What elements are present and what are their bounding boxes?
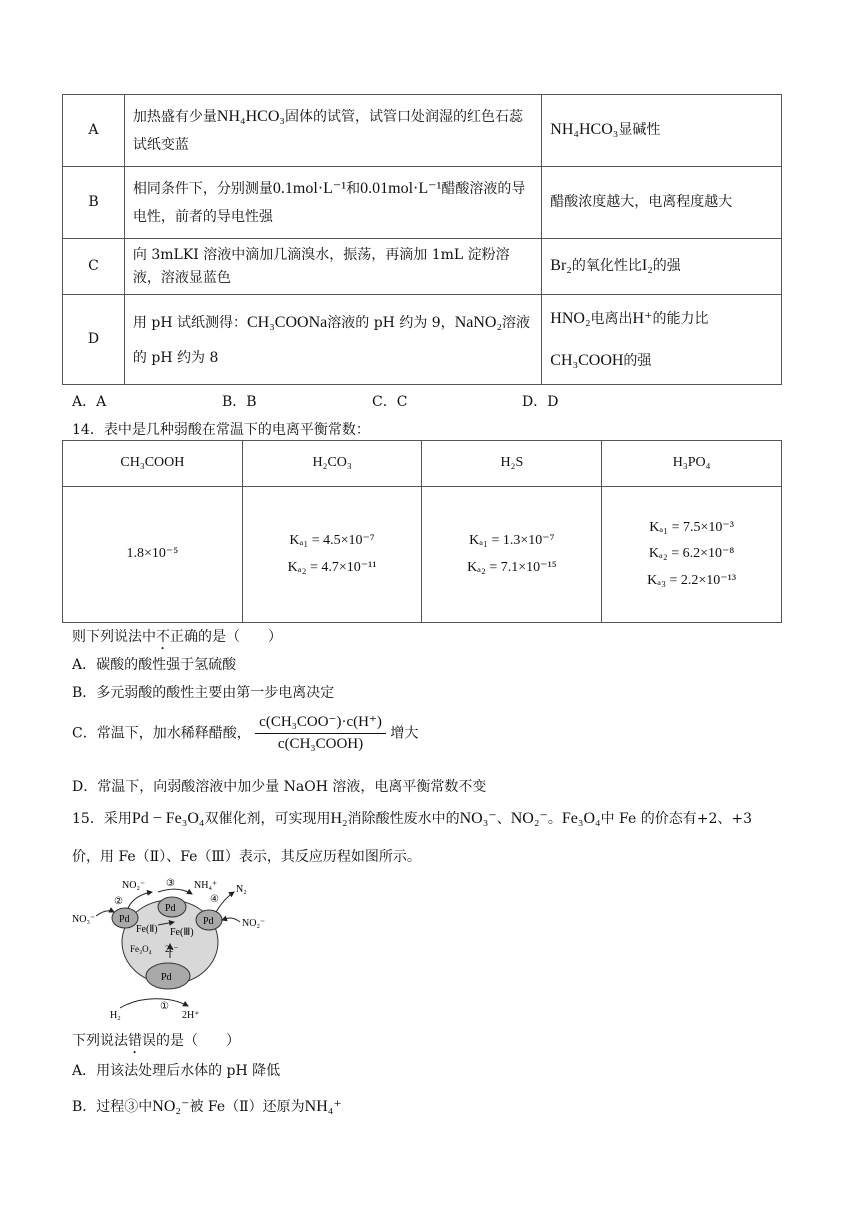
option-d: D．D: [522, 394, 559, 410]
row-label: B: [63, 167, 125, 239]
operation-cell: 向 3mLKI 溶液中滴加几滴溴水，振荡，再滴加 1mL 淀粉溶液，溶液显蓝色: [124, 239, 541, 295]
svg-text:Pd: Pd: [119, 914, 130, 925]
q14-question: 则下列说法中不正确的是（ ）: [72, 629, 282, 645]
q15-stem-line1: 15．采用Pd − Fe₃O₄双催化剂，可实现用H₂消除酸性废水中的NO₃⁻、NO₂⁻。Fe₃O₄中 Fe 的价态有+2、+3: [72, 810, 753, 827]
table-row: [63, 295, 782, 385]
header-h3po4: H₃PO₄: [602, 441, 782, 487]
svg-text:NO₃⁻: NO₃⁻: [72, 914, 96, 925]
conclusion-cell: NH₄HCO₃显碱性: [542, 95, 782, 167]
fraction: $\frac{\text{c(CH₃COO⁻)·c(H⁺)}}{\text{c(CH₃COOH)}}$: [255, 712, 386, 753]
row-label: A: [63, 95, 125, 167]
q15-option-b: B．过程③中NO₂⁻被 Fe（Ⅱ）还原为NH₄⁺: [72, 1098, 342, 1115]
svg-text:Fe(Ⅲ): Fe(Ⅲ): [170, 927, 194, 938]
q15-question: 下列说法错误的是（ ）: [72, 1033, 240, 1049]
q13-options: [72, 391, 672, 411]
ka-ch3cooh: 1.8×10⁻⁵: [63, 487, 243, 623]
row-label: C: [63, 239, 125, 295]
q15-option-a: A．用该法处理后水体的 pH 降低: [72, 1063, 281, 1079]
option-c: C．C: [372, 394, 408, 410]
row-label: D: [63, 295, 125, 385]
q14-table: [62, 440, 782, 623]
q14-option-b: B．多元弱酸的酸性主要由第一步电离决定: [72, 685, 335, 701]
svg-text:Fe₃O₄: Fe₃O₄: [130, 944, 152, 954]
table-row: [63, 167, 782, 239]
svg-text:N₂: N₂: [236, 884, 247, 895]
reaction-mechanism-diagram: [70, 872, 280, 1022]
table-header-row: [63, 441, 782, 487]
q14-option-c: C．常温下，加水稀释醋酸， $\frac{\text{c(CH₃COO⁻)·c(H⁺)}}{\text{c(CH₃COOH)}}$ 增大: [72, 714, 419, 752]
svg-text:Pd: Pd: [203, 916, 214, 927]
svg-text:NO₂⁻: NO₂⁻: [122, 880, 146, 891]
operation-cell: 加热盛有少量NH₄HCO₃固体的试管，试管口处润湿的红色石蕊试纸变蓝: [124, 95, 541, 167]
q13-table: [62, 94, 782, 385]
svg-text:③: ③: [166, 878, 175, 889]
svg-text:②: ②: [114, 896, 123, 907]
q14-option-a: A．碳酸的酸性强于氢硫酸: [72, 657, 237, 673]
conclusion-cell: Br₂的氧化性比I₂的强: [542, 239, 782, 295]
svg-text:Pd: Pd: [161, 972, 172, 983]
table-row: [63, 487, 782, 623]
header-ch3cooh: CH₃COOH: [63, 441, 243, 487]
option-b: B．B: [222, 394, 257, 410]
svg-text:①: ①: [160, 1001, 169, 1012]
table-row: [63, 95, 782, 167]
table-row: [63, 239, 782, 295]
ka-h2co3: Kₐ₁ = 4.5×10⁻⁷ Kₐ₂ = 4.7×10⁻¹¹: [242, 487, 422, 623]
operation-cell: 用 pH 试纸测得：CH₃COONa溶液的 pH 约为 9，NaNO₂溶液的 pH 约为 8: [124, 295, 541, 385]
ka-h2s: Kₐ₁ = 1.3×10⁻⁷ Kₐ₂ = 7.1×10⁻¹⁵: [422, 487, 602, 623]
svg-text:④: ④: [210, 894, 219, 905]
ka-h3po4: Kₐ₁ = 7.5×10⁻³ Kₐ₂ = 6.2×10⁻⁸ Kₐ₃ = 2.2×10⁻¹³: [602, 487, 782, 623]
conclusion-cell: 醋酸浓度越大，电离程度越大: [542, 167, 782, 239]
svg-text:Fe(Ⅱ): Fe(Ⅱ): [136, 924, 158, 935]
svg-text:Pd: Pd: [165, 903, 176, 914]
svg-text:2e⁻: 2e⁻: [165, 944, 179, 954]
header-h2s: H₂S: [422, 441, 602, 487]
conclusion-cell: HNO₂电离出H⁺的能力比 CH₃COOH的强: [542, 295, 782, 385]
q14-option-d: D．常温下，向弱酸溶液中加少量 NaOH 溶液，电离平衡常数不变: [72, 779, 487, 795]
svg-text:NO₂⁻: NO₂⁻: [242, 918, 266, 929]
header-h2co3: H₂CO₃: [242, 441, 422, 487]
option-a: A．A: [72, 394, 107, 410]
q14-stem: 14．表中是几种弱酸在常温下的电离平衡常数：: [72, 422, 370, 438]
q15-stem-line2: 价，用 Fe（Ⅱ）、Fe（Ⅲ）表示，其反应历程如图所示。: [72, 849, 421, 865]
svg-text:2H⁺: 2H⁺: [182, 1010, 200, 1021]
svg-text:NH₄⁺: NH₄⁺: [194, 880, 218, 891]
operation-cell: 相同条件下，分别测量0.1mol·L⁻¹和0.01mol·L⁻¹醋酸溶液的导电性，前者的导电性强: [124, 167, 541, 239]
svg-text:H₂: H₂: [110, 1010, 121, 1021]
